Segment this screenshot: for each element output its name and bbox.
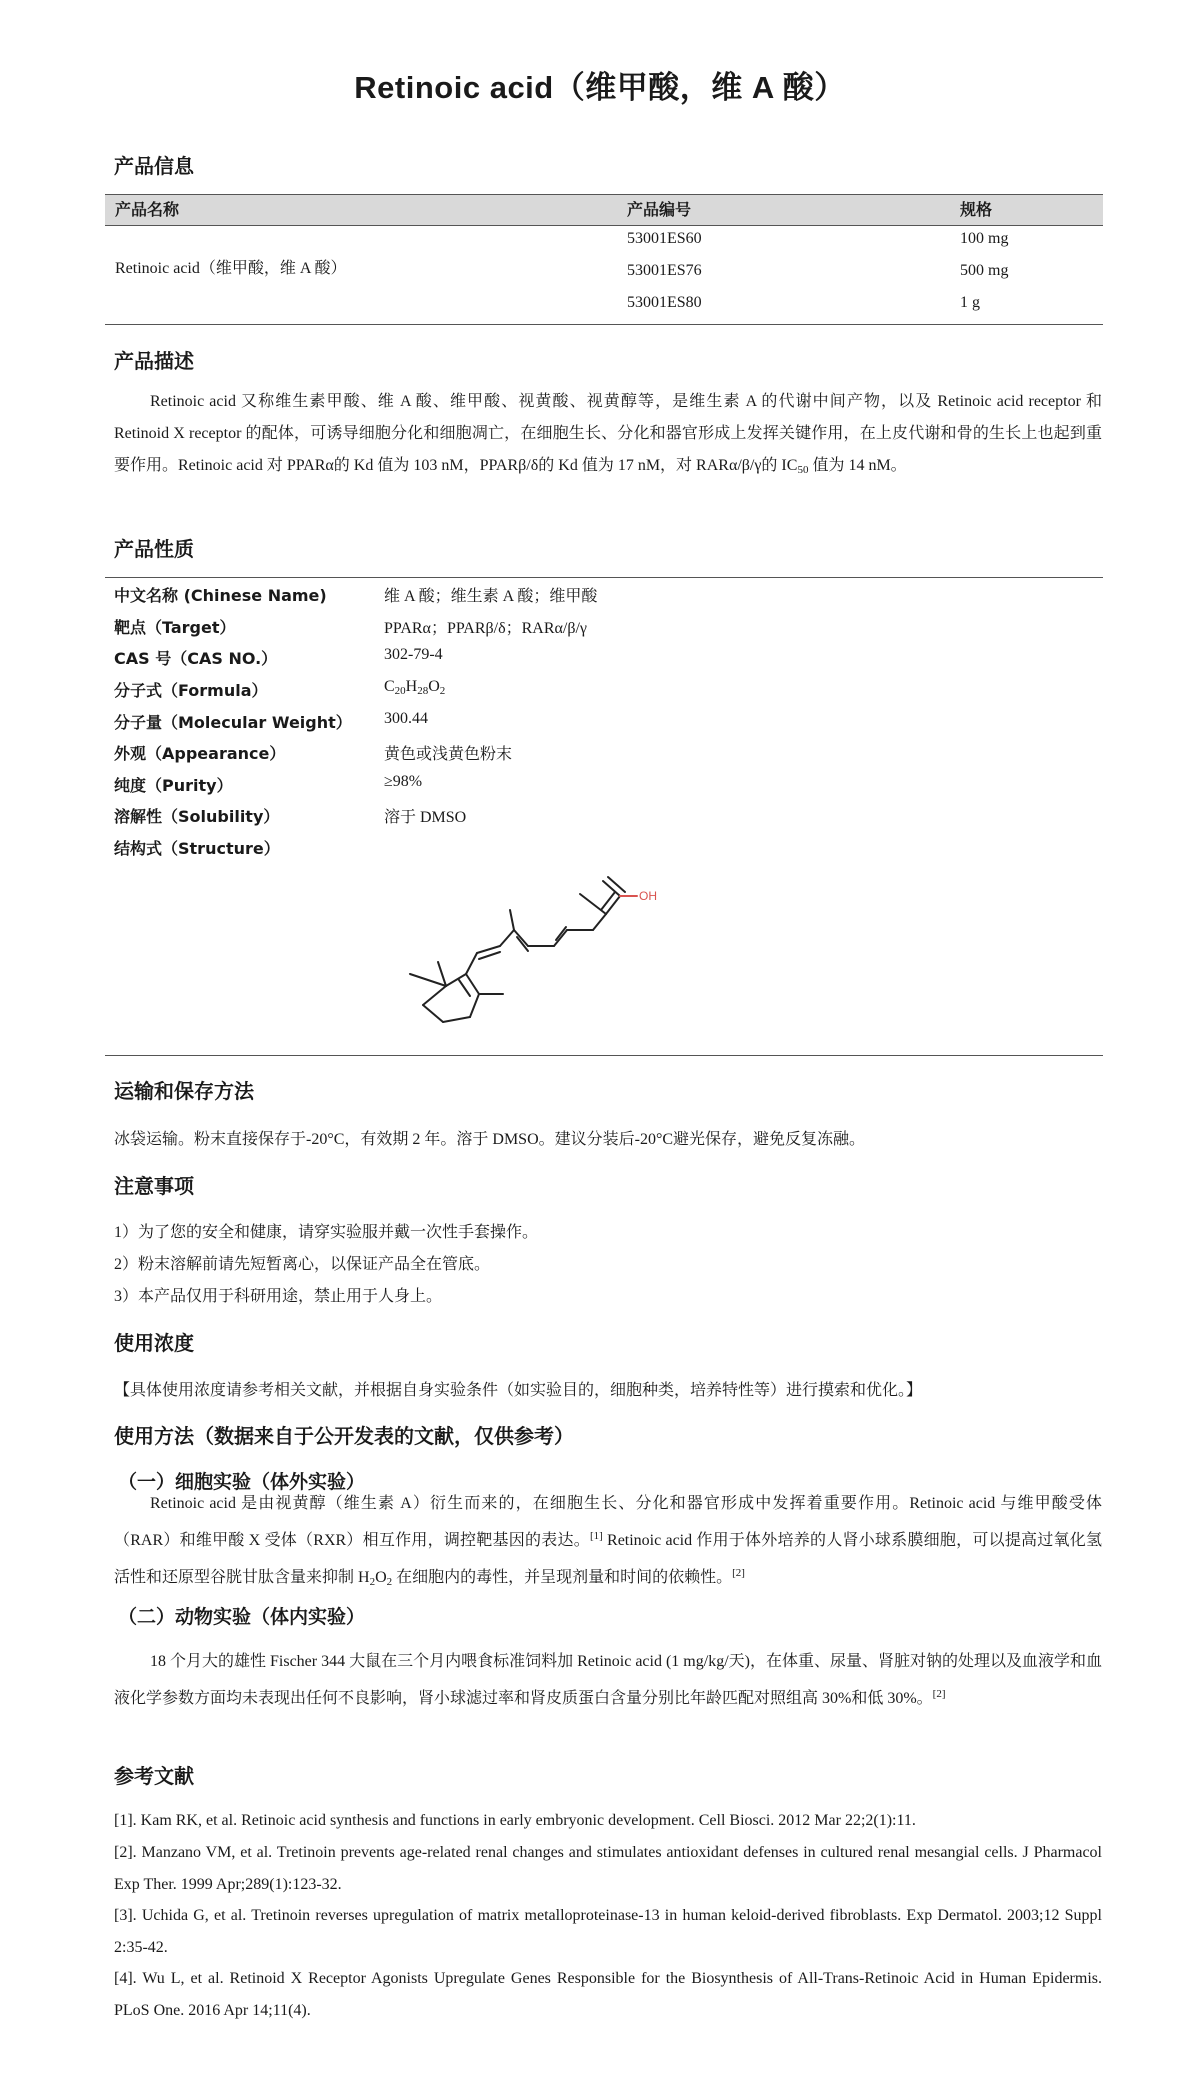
chain-bond-1 bbox=[466, 953, 477, 974]
hydroxyl-label: OH bbox=[639, 889, 657, 903]
reference-item-1: [1]. Kam RK, et al. Retinoic acid synthesis and functions in early embryonic development. Cell Biosci. 2012 Mar 22;2(1):11. bbox=[114, 1812, 916, 1829]
ring-bond-5 bbox=[423, 1005, 443, 1022]
methyl-gem-b bbox=[438, 962, 446, 986]
description-heading: 产品描述 bbox=[114, 349, 194, 373]
properties-heading: 产品性质 bbox=[114, 537, 194, 561]
h2o2-sub-2: 2 bbox=[386, 1576, 393, 1588]
cell-text-c: 在细胞内的毒性，并呈现剂量和时间的依赖性。 bbox=[392, 1569, 733, 1586]
table-header bbox=[105, 194, 1103, 226]
methyl-chain-1 bbox=[510, 910, 514, 930]
product-info-heading: 产品信息 bbox=[114, 154, 194, 178]
note-item-3: 3）本产品仅用于科研用途，禁止用于人身上。 bbox=[114, 1288, 443, 1305]
animal-experiment-heading: （二）动物实验（体内实验） bbox=[118, 1606, 366, 1628]
storage-text: 冰袋运输。粉末直接保存于-20°C，有效期 2 年。溶于 DMSO。建议分装后-20°C避光保存，避免反复冻融。 bbox=[114, 1131, 866, 1148]
ring-bond-3 bbox=[470, 994, 479, 1017]
product-name-cell: Retinoic acid（维甲酸，维 A 酸） bbox=[115, 260, 347, 277]
description-main: Retinoic acid 又称维生素甲酸、维 A 酸、维甲酸、视黄酸、视黄醇等，是维生素 A 的代谢中间产物，以及 Retinoic acid receptor 和 Retinoid X receptor 的配体，可诱导细胞分化和细胞凋亡，在细胞生长、分化和器官形成上发挥关键作用，在上皮代谢和骨的生长上也起到重要作用。Retinoic acid 对 PPARα的 Kd 值为 103 nM，PPARβ/δ的 Kd 值为 17 nM，对 RARα/β/γ的 IC bbox=[114, 393, 1102, 474]
formula-c-count: 20 bbox=[394, 685, 406, 697]
cell-text-b: Retinoic acid 作用于体外培养的人肾小球系膜细胞，可以提高过氧化氢活性和还原型谷胱甘肽含量来抑制 H bbox=[114, 1532, 1102, 1586]
note-item-1: 1）为了您的安全和健康，请穿实验服并戴一次性手套操作。 bbox=[114, 1224, 539, 1241]
reference-item-2: [2]. Manzano VM, et al. Tretinoin prevents age-related renal changes and stimulates antioxidant defenses in cultured renal mesangial cells. J Pharmacol Exp Ther. 1999 Apr;289(1):123-32. bbox=[114, 1844, 1102, 1893]
prop-value-cas: 302-79-4 bbox=[384, 646, 443, 663]
page-title: Retinoic acid（维甲酸，维 A 酸） bbox=[354, 70, 846, 105]
citation-2: [2] bbox=[732, 1567, 745, 1579]
table-row-2-spec: 500 mg bbox=[960, 262, 1009, 279]
reference-item-4: [4]. Wu L, et al. Retinoid X Receptor Agonists Upregulate Genes Responsible for the Biosynthesis of All-Trans-Retinoic Acid in Human Epidermis. PLoS One. 2016 Apr 14;11(4). bbox=[114, 1970, 1102, 2019]
concentration-heading: 使用浓度 bbox=[114, 1331, 194, 1355]
citation-animal: [2] bbox=[932, 1688, 946, 1700]
cell-experiment-text bbox=[114, 1488, 1102, 1598]
chain-bond-2 bbox=[477, 946, 500, 953]
table-row-2-code: 53001ES76 bbox=[627, 262, 702, 279]
ring-bond-2 bbox=[466, 974, 479, 994]
prop-value-target: PPARα；PPARβ/δ；RARα/β/γ bbox=[384, 620, 588, 637]
ring-double-inner bbox=[459, 980, 470, 996]
ring-bond-6 bbox=[423, 986, 446, 1005]
chain-bond-9 bbox=[606, 896, 620, 914]
properties-top-rule bbox=[105, 577, 1103, 578]
prop-label-chinese-name: 中文名称 (Chinese Name) bbox=[114, 586, 327, 605]
carbonyl-bond bbox=[603, 881, 620, 896]
animal-experiment-text bbox=[114, 1646, 1102, 1715]
cell-text-a: Retinoic acid 是由视黄醇（维生素 A）衍生而来的，在细胞生长、分化和器官形成中发挥着重要作用。Retinoic acid 与维甲酸受体（RAR）和维甲酸 X 受体（RXR）相互作用，调控靶基因的表达。 bbox=[114, 1495, 1102, 1549]
prop-value-chinese-name: 维 A 酸；维生素 A 酸；维甲酸 bbox=[384, 588, 598, 605]
description-end: 值为 14 nM。 bbox=[808, 457, 907, 474]
storage-heading: 运输和保存方法 bbox=[114, 1079, 254, 1103]
ring-bond-4 bbox=[443, 1017, 470, 1022]
formula-h: H bbox=[405, 678, 418, 695]
description-text bbox=[114, 386, 1102, 486]
reference-item-3: [3]. Uchida G, et al. Tretinoin reverses upregulation of matrix metalloproteinase-13 in human keloid-derived fibroblasts. Exp Dermatol. 2003;12 Suppl 2:35-42. bbox=[114, 1907, 1102, 1956]
column-header-spec: 规格 bbox=[960, 200, 993, 219]
prop-label-purity: 纯度（Purity） bbox=[114, 776, 233, 795]
prop-label-target: 靶点（Target） bbox=[114, 618, 236, 637]
methyl-chain-2 bbox=[580, 894, 606, 914]
formula-o-count: 2 bbox=[439, 685, 446, 697]
prop-value-mw: 300.44 bbox=[384, 710, 428, 727]
prop-value-appearance: 黄色或浅黄色粉末 bbox=[384, 746, 513, 763]
citation-1: [1] bbox=[589, 1530, 603, 1542]
prop-value-solubility: 溶于 DMSO bbox=[384, 809, 467, 826]
prop-label-structure: 结构式（Structure） bbox=[114, 839, 280, 858]
table-row-1-code: 53001ES60 bbox=[627, 230, 702, 247]
chain-double-2 bbox=[479, 952, 500, 959]
h2o2-o: O bbox=[375, 1569, 387, 1586]
formula-c: C bbox=[384, 678, 395, 695]
table-row-3-code: 53001ES80 bbox=[627, 294, 702, 311]
prop-label-formula: 分子式（Formula） bbox=[114, 681, 268, 700]
method-heading: 使用方法（数据来自于公开发表的文献，仅供参考） bbox=[114, 1424, 574, 1448]
carbonyl-double bbox=[608, 877, 625, 892]
prop-label-appearance: 外观（Appearance） bbox=[114, 744, 286, 763]
references-heading: 参考文献 bbox=[114, 1764, 194, 1788]
prop-value-formula bbox=[384, 678, 445, 697]
chain-double-9 bbox=[601, 892, 615, 910]
prop-value-purity: ≥98% bbox=[384, 773, 423, 790]
table-bottom-rule bbox=[105, 324, 1103, 325]
prop-label-solubility: 溶解性（Solubility） bbox=[114, 807, 280, 826]
formula-o: O bbox=[428, 678, 440, 695]
formula-h-count: 28 bbox=[417, 685, 429, 697]
animal-text: 18 个月大的雄性 Fischer 344 大鼠在三个月内喂食标准饲料加 Retinoic acid (1 mg/kg/天)，在体重、尿量、肾脏对钠的处理以及血液学和血液化学参数方面均未表现出任何不良影响，肾小球滤过率和肾皮质蛋白含量分别比年龄匹配对照组高 30%和低 30%。 bbox=[114, 1653, 1102, 1707]
cell-experiment-heading: （一）细胞实验（体外实验） bbox=[118, 1471, 366, 1493]
chain-bond-3 bbox=[500, 930, 514, 946]
prop-label-mw: 分子量（Molecular Weight） bbox=[114, 713, 352, 732]
concentration-text: 【具体使用浓度请参考相关文献，并根据自身实验条件（如实验目的，细胞种类，培养特性等）进行摸索和优化。】 bbox=[114, 1382, 923, 1399]
chain-bond-8 bbox=[593, 914, 606, 930]
table-row-1-spec: 100 mg bbox=[960, 230, 1009, 247]
h2o2-sub-1: 2 bbox=[369, 1576, 376, 1588]
table-row-3-spec: 1 g bbox=[960, 294, 980, 311]
prop-label-cas: CAS 号（CAS NO.） bbox=[114, 649, 278, 668]
note-item-2: 2）粉末溶解前请先短暂离心，以保证产品全在管底。 bbox=[114, 1256, 491, 1273]
structure-diagram bbox=[395, 852, 655, 1032]
chain-bond-6 bbox=[554, 930, 567, 946]
notes-heading: 注意事项 bbox=[114, 1174, 194, 1198]
ic50-subscript: 50 bbox=[797, 464, 809, 476]
column-header-name: 产品名称 bbox=[115, 200, 180, 219]
properties-bottom-rule bbox=[105, 1055, 1103, 1056]
methyl-gem-a bbox=[410, 974, 446, 986]
column-header-code: 产品编号 bbox=[627, 200, 692, 219]
